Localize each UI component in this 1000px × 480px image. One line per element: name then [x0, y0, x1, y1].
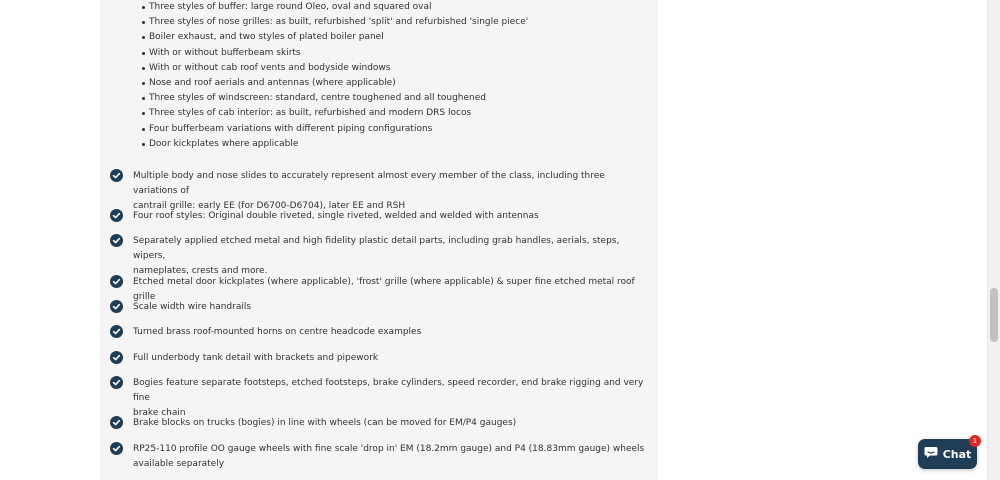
feature-text: Bogies feature separate footsteps, etched footsteps, brake cylinders, speed recorder, end brake rigging and very fine brake chain [133, 378, 644, 418]
list-item: Three styles of nose grilles: as built, refurbished 'split' and refurbished 'single piece' [142, 15, 528, 30]
variation-options-list [142, 0, 528, 152]
check-circle-icon [110, 209, 123, 222]
feature-text: Scale width wire handrails [133, 302, 252, 312]
check-circle-icon [110, 234, 123, 247]
list-item: Three styles of cab interior: as built, refurbished and modern DRS locos [142, 106, 528, 121]
feature-text: RP25-110 profile OO gauge wheels with fine scale 'drop in' EM (18.2mm gauge) and P4 (18.83mm gauge) wheels available separately [133, 444, 645, 469]
list-item: Three styles of buffer: large round Oleo, oval and squared oval [142, 0, 528, 15]
list-item: Door kickplates where applicable [142, 137, 528, 152]
list-item: With or without cab roof vents and bodyside windows [142, 61, 528, 76]
check-circle-icon [110, 169, 123, 182]
feature-text: Etched metal door kickplates (where applicable), 'frost' grille (where applicable) & super fine etched metal roof grille [133, 277, 635, 302]
feature-text: Four roof styles: Original double riveted, single riveted, welded and welded with antennas [133, 211, 539, 221]
feature-text: Brake blocks on trucks (bogies) in line with wheels (can be moved for EM/P4 gauges) [133, 418, 517, 428]
list-item: With or without bufferbeam skirts [142, 46, 528, 61]
chat-button[interactable] [918, 439, 977, 469]
list-item: Four bufferbeam variations with different piping configurations [142, 122, 528, 137]
list-item: Nose and roof aerials and antennas (where applicable) [142, 76, 528, 91]
scrollbar-thumb[interactable] [990, 288, 998, 342]
check-circle-icon [110, 300, 123, 313]
check-circle-icon [110, 376, 123, 389]
chat-label: Chat [942, 447, 972, 461]
chat-bubble-icon [924, 446, 938, 462]
check-circle-icon [110, 416, 123, 429]
feature-text: Turned brass roof-mounted horns on centre headcode examples [133, 327, 422, 337]
feature-text: Separately applied etched metal and high fidelity plastic detail parts, including grab handles, aerials, steps, wipers, nameplates, crests and more. [133, 236, 620, 276]
check-circle-icon [110, 442, 123, 455]
check-circle-icon [110, 275, 123, 288]
list-item: Three styles of windscreen: standard, centre toughened and all toughened [142, 91, 528, 106]
chat-notification-badge: 1 [969, 435, 981, 447]
list-item: Boiler exhaust, and two styles of plated boiler panel [142, 30, 528, 45]
feature-text: Full underbody tank detail with brackets and pipework [133, 353, 379, 363]
check-circle-icon [110, 351, 123, 364]
scrollbar[interactable] [987, 0, 1000, 480]
check-circle-icon [110, 325, 123, 338]
feature-text: Multiple body and nose slides to accurately represent almost every member of the class, including three variations of cantrail grille: early EE (for D6700-D6704), later EE and RSH [133, 171, 605, 211]
